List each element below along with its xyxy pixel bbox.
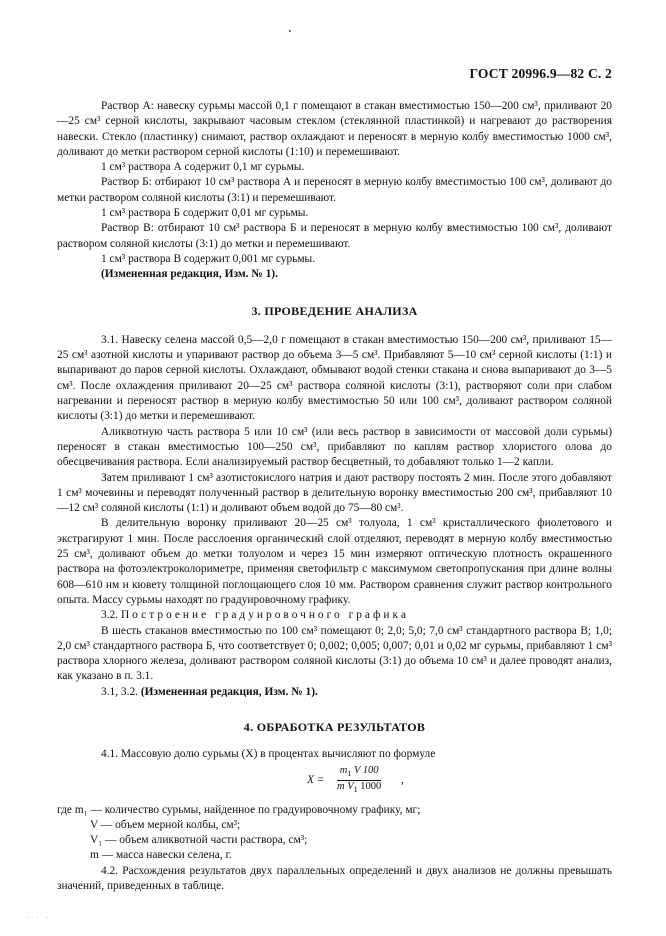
formula-mass-fraction — [57, 765, 612, 799]
paragraph-4-2: 4.2. Расхождения результатов двух параллельных определений и двух анализов не должны превышать значений, приведенных в таблице. — [57, 864, 612, 893]
paragraph-3-1: 3.1. Навеску селена массой 0,5—2,0 г помещают в стакан вместимостью 150—200 см³, приливают 15—25 см³ азотной кислоты и упаривают раствор до объема 3—5 см³. Прибавляют 5—10 см³ серной кислоты (1:1) и выпаривают до паров серной кислоты. Охлаждают, обмывают водой стенки стакана и снова выпаривают до 3—5 см³. После охлаждения приливают 20—25 см³ раствора соляной кислоты (3:1), растворяют соли при слабом нагревании и переносят раствор в мерную колбу вместимостью 50 или 100 см³, доливают раствором соляной кислоты (3:1) до метки и перемешивают. — [57, 333, 612, 423]
scan-dot — [289, 30, 291, 32]
formula-comma: , — [401, 773, 404, 786]
clause-number: 3.2. — [101, 609, 119, 622]
paragraph-4-1: 4.1. Массовую долю сурьмы (X) в процентах вычисляют по формуле — [101, 748, 436, 761]
amendment-note: (Измененная редакция, Изм. № 1). — [101, 268, 278, 281]
formula-den-m: m — [337, 780, 345, 792]
formula-num-rest: V 100 — [353, 764, 379, 776]
paragraph-solution-b: Раствор Б: отбирают 10 см³ раствора А и переносят в мерную колбу вместимостью 100 см³, доливают до метки раствором соляной кислоты (3:1) и перемешивают. — [57, 176, 612, 204]
formula-fraction — [337, 765, 381, 796]
clause-title-spaced: Построение градуировочного графика — [120, 609, 409, 622]
legend-v: V — объем мерной колбы, см³; — [90, 818, 241, 831]
scan-artifact: · · · — [26, 914, 52, 922]
amendment-text: (Измененная редакция, Изм. № 1). — [140, 685, 318, 698]
amendment-note-3 — [57, 685, 612, 700]
paragraph-solution-a: Раствор А: навеску сурьмы массой 0,1 г помещают в стакан вместимостью 150—200 см³, приливают 20—25 см³ серной кислоты, закрывают часовым стеклом (стеклянной пластинкой) и нагревают до растворения навески. Стекло (пластинку) снимают, раствор охлаждают и переносят в мерную колбу вместимостью 1000 см³, доливают до метки раствором серной кислоты (1:10) и перемешивают. — [57, 100, 612, 158]
formula-legend — [57, 803, 612, 864]
amendment-clauses: 3.1, 3.2. — [101, 685, 139, 698]
formula-sub: 1 — [347, 768, 352, 778]
section-3-title: 3. ПРОВЕДЕНИЕ АНАЛИЗА — [251, 303, 418, 318]
paragraph-solution-v: Раствор В: отбирают 10 см³ раствора Б и переносят в мерную колбу вместимостью 100 см³, доливают раствором соляной кислоты (3:1) до метки и перемешивают. — [57, 222, 612, 250]
paragraph-calibration: В шесть стаканов вместимостью по 100 см³ помещают 0; 2,0; 5,0; 7,0 см³ стандартного раствора В; 1,0; 2,0 см³ стандартного раствора Б, что соответствует 0; 0,002; 0,005; 0,007; 0,01 и 0,02 мг сурьмы, прибавляют 1 см³ раствора хлорного железа, доливают раствором соляной кислоты (3:1) до объема 10 см³ и далее проводят анализ, как указано в п. 3.1. — [57, 624, 612, 683]
legend-m1: где m₁ — количество сурьмы, найденное по градуировочному графику, мг; — [57, 803, 421, 816]
legend-m: m — масса навески селена, г. — [90, 849, 232, 862]
formula-den-1000: 1000 — [360, 780, 382, 792]
formula-numerator — [337, 765, 381, 781]
paragraph-solution-v-content: 1 см³ раствора В содержит 0,001 мг сурьмы. — [101, 252, 316, 265]
paragraph-extraction: В делительную воронку приливают 20—25 см³ толуола, 1 см³ кристаллического фиолетового и экстрагируют 1 мин. После расслоения органический слой отделяют, переводят в мерную колбу вместимостью 25 см³, доливают объем до метки толуолом и через 15 мин измеряют оптическую плотность окрашенного раствора на фотоэлектроколориметре, применяя светофильтр с максимумом светопропускания при длине волны 608—610 нм и кювету толщиной поглощающего слоя 10 мм. Раствором сравнения служит раствор контрольного опыта. Массу сурьмы находят по градуировочному графику. — [57, 517, 612, 606]
formula-den-sub: 1 — [353, 784, 358, 794]
paragraph-solution-b-content: 1 см³ раствора Б содержит 0,01 мг сурьмы. — [101, 207, 309, 220]
document-body — [57, 99, 612, 894]
paragraph-solution-a-content: 1 см³ раствора А содержит 0,1 мг сурьмы. — [101, 161, 305, 174]
legend-v1: V₁ — объем аликвотной части раствора, см³; — [90, 834, 308, 847]
formula-denominator — [337, 781, 381, 796]
paragraph-aliquot: Аликвотную часть раствора 5 или 10 см³ (или весь раствор в зависимости от массовой доли сурьмы) переносят в стакан вместимостью 100—250 см³, прибавляют по каплям раствор хлористого олова до обесцвечивания раствора. Если анализируемый раствор бесцветный, то добавляют только 1—2 капли. — [57, 425, 612, 469]
formula-lhs: X = — [307, 773, 325, 786]
paragraph-3-2-heading — [57, 608, 612, 623]
formula-var-m: m — [339, 764, 348, 776]
section-4-title: 4. ОБРАБОТКА РЕЗУЛЬТАТОВ — [243, 719, 426, 734]
formula-den-v: V — [347, 780, 354, 792]
paragraph-nitrite: Затем приливают 1 см³ азотистокислого натрия и дают раствору постоять 2 мин. После этого добавляют 1 см³ мочевины и переводят полученный раствор в делительную воронку вместимостью 200 см³, прибавляют 10—12 см³ соляной кислоты (1:1) и доливают объем водой до 75—80 см³. — [57, 471, 612, 515]
page-header-doc-ref: ГОСТ 20996.9—82 С. 2 — [469, 66, 612, 81]
